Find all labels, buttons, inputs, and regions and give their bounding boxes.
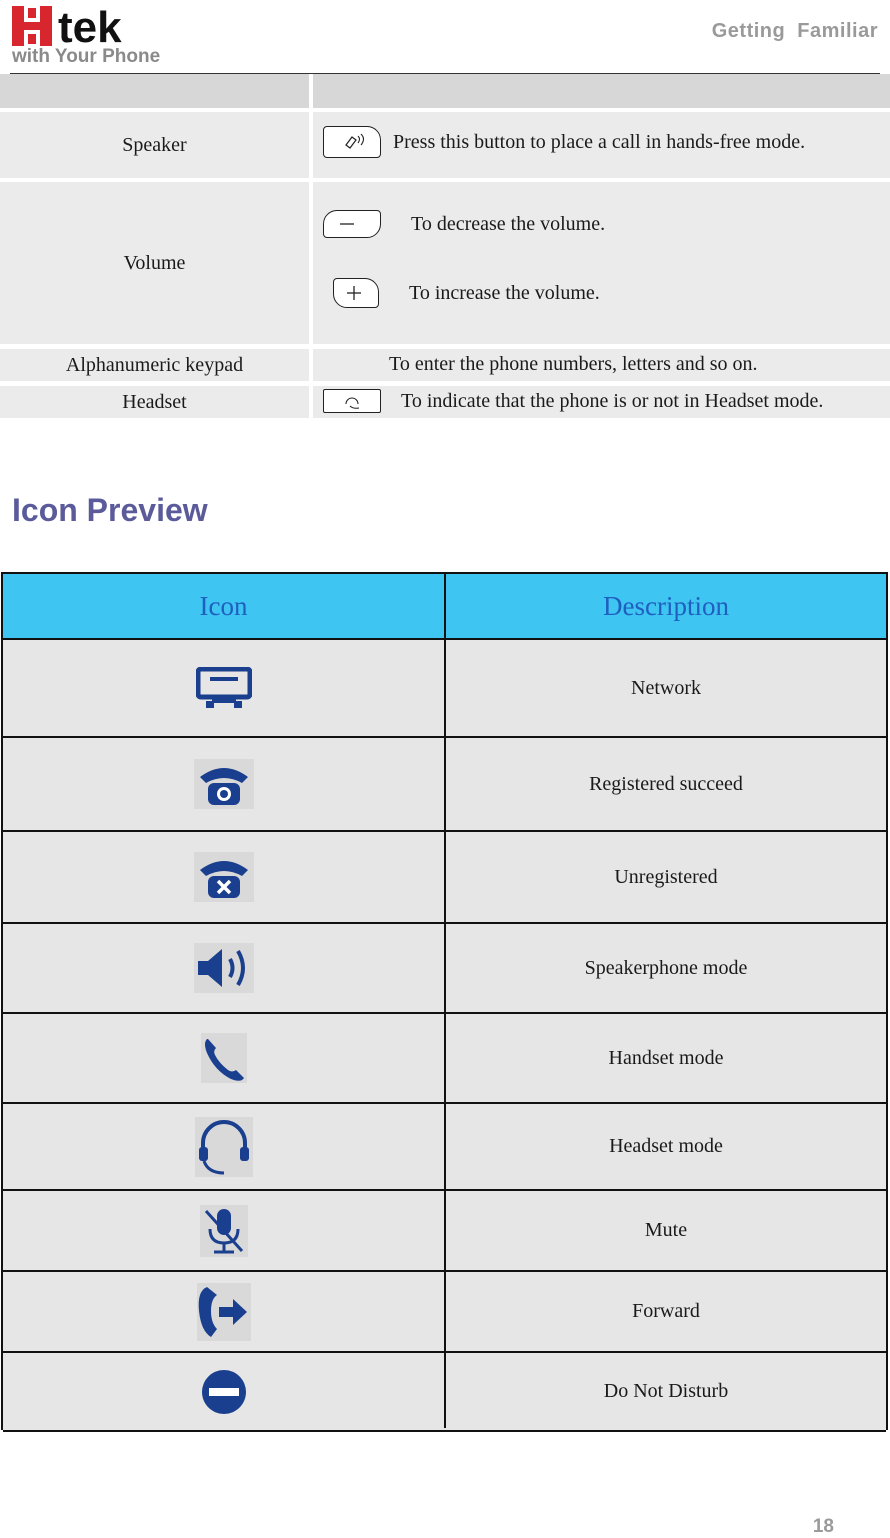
htek-logo [12,6,202,46]
speaker-key-icon [323,126,381,158]
chapter-title: Getting Familiar [711,20,878,42]
key-description: To decrease the volume. [411,212,606,235]
key-row-volume [0,182,890,344]
icon-description: Headset mode [609,1135,723,1157]
key-name: Headset [0,386,309,418]
registered-icon [194,759,254,809]
dnd-icon [201,1369,247,1415]
icon-description: Do Not Disturb [603,1380,729,1402]
icon-description: Handset mode [608,1046,724,1069]
column-header-icon: Icon [199,590,248,621]
icon-description: Network [631,676,701,699]
handset-icon [201,1033,247,1083]
key-name: Volume [0,182,309,344]
mute-icon [200,1205,248,1257]
unregistered-icon [194,852,254,902]
column-divider [444,574,446,1428]
headset-icon [195,1117,253,1177]
key-description: To increase the volume. [409,281,600,304]
key-row-speaker [0,112,890,178]
key-row-headset [0,386,890,418]
svg-text:tek: tek [58,6,122,46]
section-title: Icon Preview [12,492,208,528]
key-description: To enter the phone numbers, letters and so on. [389,353,758,375]
icon-preview-table [1,572,888,1430]
key-table-header [0,74,890,108]
icon-description: Forward [632,1300,700,1322]
volume-up-key-icon [333,278,379,308]
icon-description: Speakerphone mode [584,956,748,979]
key-description: To indicate that the phone is or not in Headset mode. [401,389,824,412]
volume-down-key-icon [323,210,381,238]
icon-description: Registered succeed [589,772,743,795]
column-header-description: Description [603,590,729,621]
icon-description: Unregistered [614,865,718,888]
forward-icon [197,1283,251,1341]
page-number: 18 [812,1516,834,1537]
speakerphone-icon [194,943,254,993]
key-row-keypad [0,349,890,381]
icon-description: Mute [644,1219,688,1241]
key-name: Alphanumeric keypad [0,349,309,381]
headset-key-icon [323,389,381,413]
tagline: with Your Phone [12,46,161,67]
network-icon [196,667,252,709]
key-description: Press this button to place a call in hands-free mode. [393,130,806,153]
key-name: Speaker [0,112,309,178]
